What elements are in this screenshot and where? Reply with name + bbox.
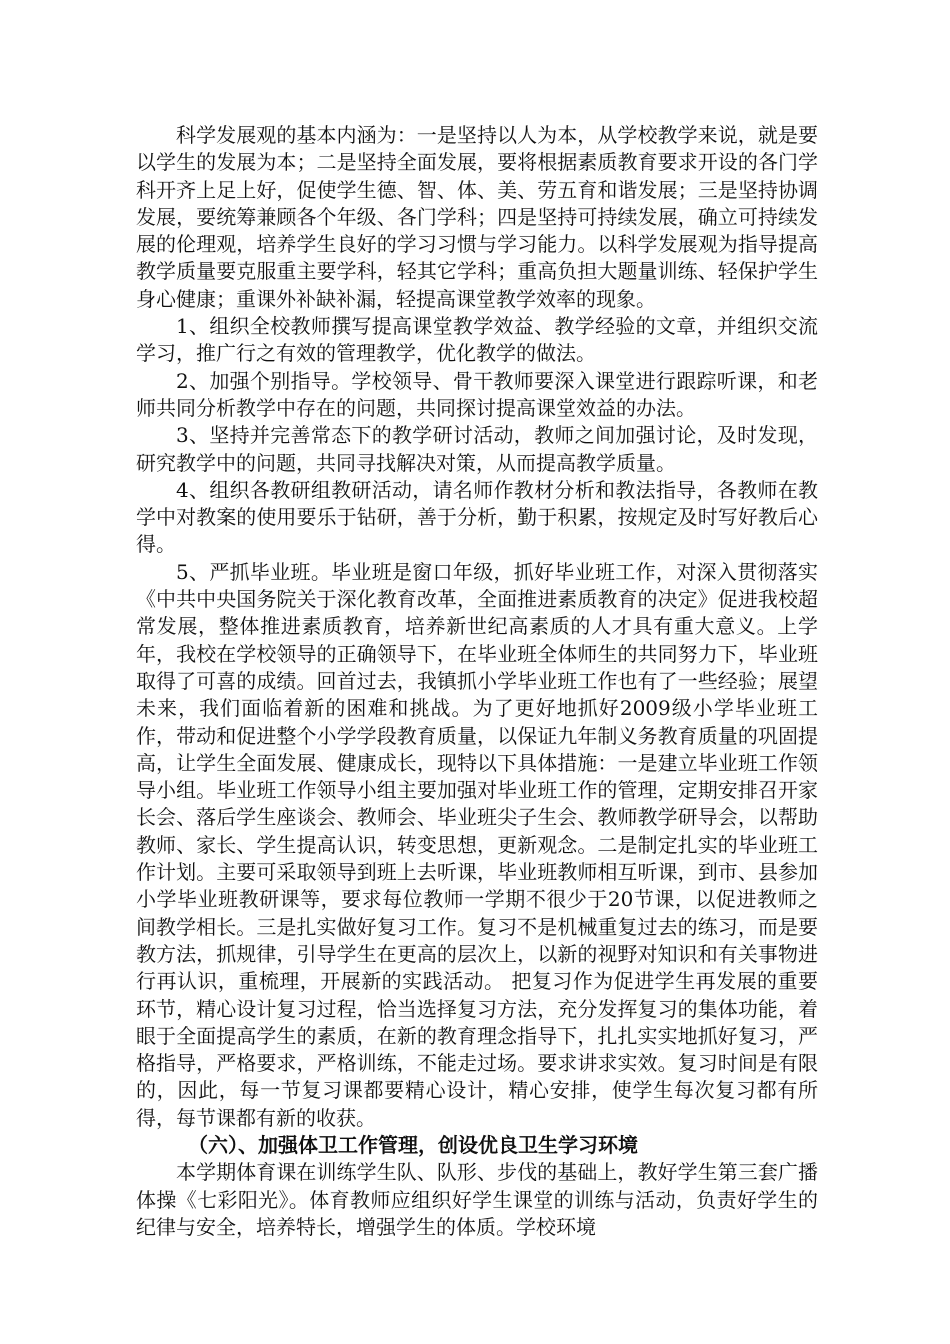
final-paragraph: 本学期体育课在训练学生队、队形、步伐的基础上，教好学生第三套广播体操《七彩阳光》。体育教师应组织好学生课堂的训练与活动，负责好学生的纪律与安全，培养特长，增强学生的体质。学校环境 xyxy=(136,1160,818,1239)
intro-paragraph: 科学发展观的基本内涵为：一是坚持以人为本，从学校教学来说，就是要以学生的发展为本；二是坚持全面发展，要将根据素质教育要求开设的各门学科开齐上足上好，促使学生德、智、体、美、劳五育和谐发展；三是坚持协调发展，要统筹兼顾各个年级、各门学科；四是坚持可持续发展，确立可持续发展的伦理观，培养学生良好的学习习惯与学习能力。以科学发展观为指导提高教学质量要克服重主要学科，轻其它学科；重高负担大题量训练、轻保护学生身心健康；重课外补缺补漏，轻提高课堂教学效率的现象。 xyxy=(136,123,818,311)
measure-paragraph-3: 3、坚持并完善常态下的教学研讨活动，教师之间加强讨论，及时发现，研究教学中的问题，共同寻找解决对策，从而提高教学质量。 xyxy=(136,423,818,475)
measure-paragraph-1: 1、组织全校教师撰写提高课堂教学效益、教学经验的文章，并组织交流学习，推广行之有效的管理教学，优化教学的做法。 xyxy=(136,314,818,366)
document-body xyxy=(136,122,818,1241)
measure-paragraph-5: 5、严抓毕业班。毕业班是窗口年级，抓好毕业班工作，对深入贯彻落实《中共中央国务院关于深化教育改革，全面推进素质教育的决定》促进我校超常发展，整体推进素质教育，培养新世纪高素质的人才具有重大意义。上学年，我校在学校领导的正确领导下，在毕业班全体师生的共同努力下，毕业班取得了可喜的成绩。回首过去，我镇抓小学毕业班工作也有了一些经验；展望未来，我们面临着新的困难和挑战。为了更好地抓好2009级小学毕业班工作，带动和促进整个小学学段教育质量，以保证九年制义务教育质量的巩固提高，让学生全面发展、健康成长，现特以下具体措施：一是建立毕业班工作领导小组。毕业班工作领导小组主要加强对毕业班工作的管理，定期安排召开家长会、落后学生座谈会、教师会、毕业班尖子生会、教师教学研导会，以帮助教师、家长、学生提高认识，转变思想，更新观念。二是制定扎实的毕业班工作计划。主要可采取领导到班上去听课，毕业班教师相互听课，到市、县参加小学毕业班教研课等，要求每位教师一学期不很少于20节课，以促进教师之间教学相长。三是扎实做好复习工作。复习不是机械重复过去的练习，而是要教方法，抓规律，引导学生在更高的层次上，以新的视野对知识和有关事物进行再认识，重梳理，开展新的实践活动。 把复习作为促进学生再发展的重要环节，精心设计复习过程，恰当选择复习方法，充分发挥复习的集体功能，着眼于全面提高学生的素质，在新的教育理念指导下，扎扎实实地抓好复习，严格指导，严格要求，严格训练，不能走过场。要求讲求实效。复习时间是有限的，因此，每一节复习课都要精心设计，精心安排，使学生每次复习都有所得，每节课都有新的收获。 xyxy=(136,559,818,1130)
measure-paragraph-4: 4、组织各教研组教研活动，请名师作教材分析和教法指导，各教师在教学中对教案的使用要乐于钻研，善于分析，勤于积累，按规定及时写好教后心得。 xyxy=(136,477,818,557)
section-heading: （六）、加强体卫工作管理，创设优良卫生学习环境 xyxy=(188,1132,638,1157)
measure-paragraph-2: 2、加强个别指导。学校领导、骨干教师要深入课堂进行跟踪听课，和老师共同分析教学中存在的问题，共同探讨提高课堂效益的办法。 xyxy=(136,368,818,420)
